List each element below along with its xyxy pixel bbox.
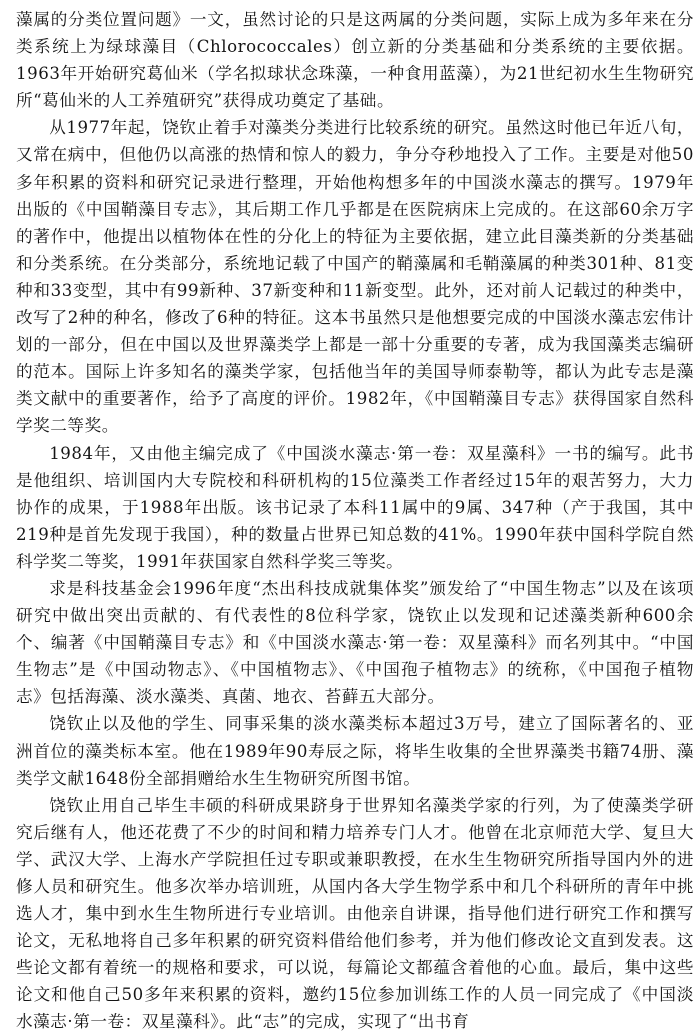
paragraph-qiushi-award: 求是科技基金会1996年度“杰出科技成就集体奖”颁发给了“中国生物志”以及在该项研究中做出突出贡献的、有代表性的8位科学家，饶钦止以发现和记述藻类新种600余个、编著《中国鞘藻目专志》和《中国淡水藻志·第一卷：双星藻科》而名列其中。“中国生物志”是《中国动物志》、《中国植物志》、《中国孢子植物志》的统称，《中国孢子植物志》包括海藻、淡水藻类、真菌、地衣、苔藓五大部分。 <box>16 578 694 707</box>
paragraph-1977-research: 从1977年起，饶钦止着手对藻类分类进行比较系统的研究。虽然这时他已年近八旬，又常在病中，但他仍以高涨的热情和惊人的毅力，争分夺秒地投入了工作。主要是对他50多年积累的资料和研究记录进行整理，开始他构想多年的中国淡水藻志的撰写。1979年出版的《中国鞘藻目专志》，其后期工作几乎都是在医院病床上完成的。在这部60余万字的著作中，他提出以植物体在性的分化上的特征为主要依据，建立此目藻类新的分类基础和分类系统。在分类部分，系统地记载了中国产的鞘藻属和毛鞘藻属的种类301种、81变种和33变型，其中有99新种、37新变种和11新变型。此外，还对前人记载过的种类中，改写了2种的种名，修改了6种的特征。这本书虽然只是他想要完成的中国淡水藻志宏伟计划的一部分，但在中国以及世界藻类学上都是一部十分重要的专著，成为我国藻类志编研的范本。国际上许多知名的藻类学家，包括他当年的美国导师泰勒等，都认为此专志是藻类文献中的重要著作，给予了高度的评价。1982年，《中国鞘藻目专志》获得国家自然科学奖二等奖。 <box>16 118 694 436</box>
paragraph-1984-freshwater-algae-flora: 1984年，又由他主编完成了《中国淡水藻志·第一卷：双星藻科》一书的编写。此书是他组织、培训国内大专院校和科研机构的15位藻类工作者经过15年的艰苦努力，大力协作的成果，于1988年出版。该书记录了本科11属中的9属、347种（产于我国，其中219种是首先发现于我国），种的数量占世界已知总数的41%。1990年获中国科学院自然科学奖二等奖，1991年获国家自然科学奖三等奖。 <box>16 443 694 571</box>
paragraph-chlorococcales-classification: 藻属的分类位置问题》一文，虽然讨论的只是这两属的分类问题，实际上成为多年来在分类系统上为绿球藻目（Chlorococcales）创立新的分类基础和分类系统的主要依据。1963年开始研究葛仙米（学名拟球状念珠藻，一种食用蓝藻），为21世纪初水生生物研究所“葛仙米的人工养殖研究”获得成功奠定了基础。 <box>16 10 694 111</box>
paragraph-training-talent: 饶钦止用自己毕生丰硕的科研成果跻身于世界知名藻类学家的行列，为了使藻类学研究后继有人，他还花费了不少的时间和精力培养专门人才。他曾在北京师范大学、复旦大学、武汉大学、上海水产学院担任过专职或兼职教授，在水生生物研究所指导国内外的进修人员和研究生。他多次举办培训班，从国内各大学生物学系中和几个科研所的青年中挑选人才，集中到水生生物所进行专业培训。由他亲自讲课，指导他们进行研究工作和撰写论文，无私地将自己多年积累的研究资料借给他们参考，并为他们修改论文直到发表。这些论文都有着统一的规格和要求，可以说，每篇论文都蕴含着他的心血。最后，集中这些论文和他自己50多年来积累的资料，邀约15位参加训练工作的人员一同完成了《中国淡水藻志·第一卷：双星藻科》。此“志”的完成，实现了“出书育 <box>16 795 694 1032</box>
paragraph-specimen-collection: 饶钦止以及他的学生、同事采集的淡水藻类标本超过3万号，建立了国际著名的、亚洲首位的藻类标本室。他在1989年90寿辰之际，将毕生收集的全世界藻类书籍74册、藻类学文献1648份全部捐赠给水生生物研究所图书馆。 <box>16 714 694 788</box>
